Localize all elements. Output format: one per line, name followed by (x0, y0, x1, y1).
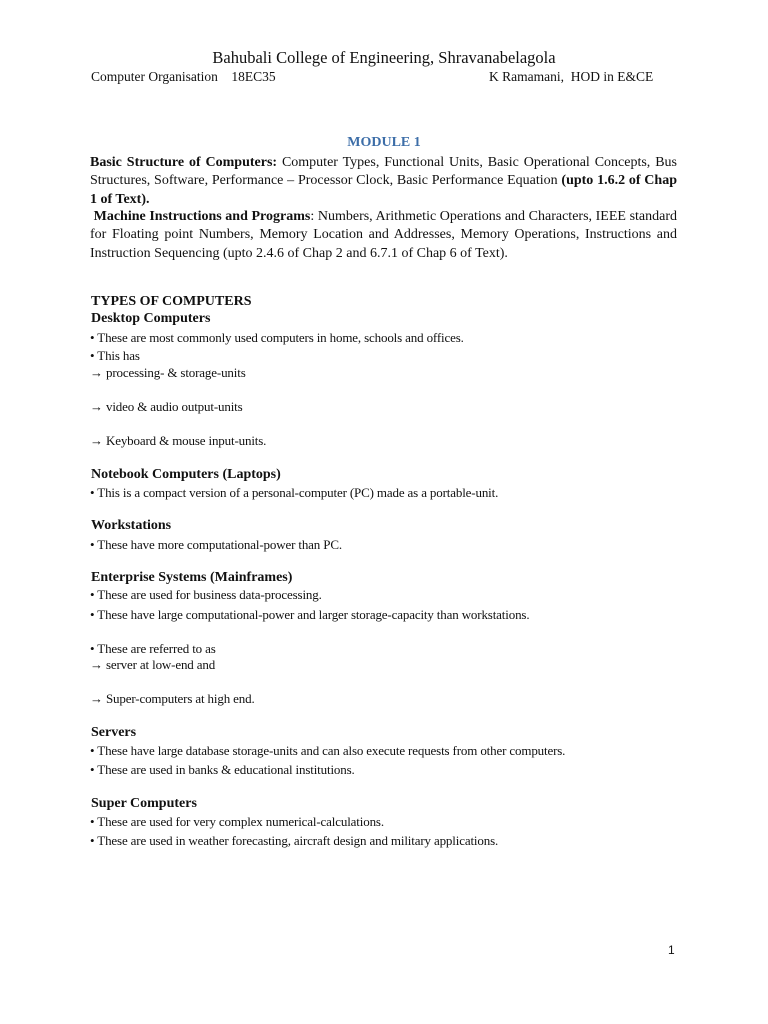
arrow-icon: → (90, 365, 103, 380)
list-item (90, 365, 246, 381)
list-item (90, 833, 498, 849)
list-item (90, 348, 140, 364)
super-computers-heading: Super Computers (91, 796, 197, 811)
list-item-text: These are used in banks & educational institutions. (97, 762, 355, 777)
list-item-text: video & audio output-units (105, 399, 243, 414)
module-title: MODULE 1 (347, 135, 421, 150)
list-item (90, 743, 565, 759)
bullet-icon: • (90, 743, 95, 758)
list-item (90, 657, 215, 673)
notebook-heading: Notebook Computers (Laptops) (91, 467, 281, 482)
bullet-icon: • (90, 537, 95, 552)
bullet-icon: • (90, 587, 95, 602)
list-item (90, 641, 216, 657)
list-item-text: Keyboard & mouse input-units. (105, 433, 267, 448)
bullet-icon: • (90, 330, 95, 345)
college-name: Bahubali College of Engineering, Shravanabelagola (212, 48, 556, 67)
arrow-icon: → (90, 691, 103, 706)
author-info: K Ramamani, HOD in E&CE (489, 69, 654, 84)
list-item (90, 433, 266, 449)
list-item-text: These have large database storage-units and can also execute requests from other computers. (97, 743, 566, 758)
arrow-icon: → (90, 657, 103, 672)
bullet-icon: • (90, 485, 95, 500)
list-item (90, 485, 498, 501)
servers-heading: Servers (91, 725, 137, 740)
list-item (90, 691, 255, 707)
list-item (90, 330, 464, 346)
list-item (90, 814, 384, 830)
workstations-heading: Workstations (91, 518, 172, 533)
section-title: TYPES OF COMPUTERS (91, 294, 252, 309)
list-item-text: These have more computational-power than PC. (97, 537, 342, 552)
syllabus-paragraph-1 (90, 154, 677, 209)
list-item-text: These have large computational-power and larger storage-capacity than workstations. (97, 607, 530, 622)
list-item (90, 607, 529, 623)
list-item-text: These are referred to as (97, 641, 216, 656)
list-item (90, 587, 322, 603)
syllabus-p1-bold-end: (upto 1.6.2 of Chap 1 of Text). (90, 173, 677, 207)
list-item-text: Super-computers at high end. (105, 691, 255, 706)
syllabus-p1-text: Computer Types, Functional Units, Basic Operational Concepts, Bus Structures, Software, Performance – Processor Clock, Basic Performance Equation (90, 155, 677, 189)
enterprise-heading: Enterprise Systems (Mainframes) (91, 570, 293, 585)
bullet-icon: • (90, 641, 95, 656)
page-number: 1 (668, 943, 675, 957)
syllabus-p2-text: : Numbers, Arithmetic Operations and Characters, IEEE standard for Floating point Numbers, Memory Location and Addresses, Memory Operations, Instructions and Instruction Sequencing (upto 2.4.6 of Chap 2 and 6.7.1 of Chap 6 of Text). (90, 209, 678, 261)
bullet-icon: • (90, 607, 95, 622)
list-item-text: This has (97, 348, 140, 363)
syllabus-paragraph-2 (90, 208, 677, 263)
list-item-text: server at low-end and (105, 657, 216, 672)
course-info: Computer Organisation 18EC35 (91, 69, 276, 84)
bullet-icon: • (90, 833, 95, 848)
desktop-heading: Desktop Computers (91, 311, 211, 326)
bullet-icon: • (90, 814, 95, 829)
list-item-text: These are used for very complex numerical-calculations. (97, 814, 384, 829)
list-item (90, 399, 243, 415)
list-item-text: processing- & storage-units (105, 365, 246, 380)
arrow-icon: → (90, 433, 103, 448)
bullet-icon: • (90, 348, 95, 363)
list-item-text: These are used for business data-processing. (97, 587, 322, 602)
syllabus-p1-bold: Basic Structure of Computers: (90, 155, 278, 170)
list-item-text: These are most commonly used computers in home, schools and offices. (97, 330, 464, 345)
list-item (90, 537, 342, 553)
bullet-icon: • (90, 762, 95, 777)
list-item-text: This is a compact version of a personal-computer (PC) made as a portable-unit. (97, 485, 499, 500)
syllabus-p2-bold: Machine Instructions and Programs (93, 209, 311, 224)
list-item-text: These are used in weather forecasting, aircraft design and military applications. (97, 833, 499, 848)
arrow-icon: → (90, 399, 103, 414)
list-item (90, 762, 355, 778)
